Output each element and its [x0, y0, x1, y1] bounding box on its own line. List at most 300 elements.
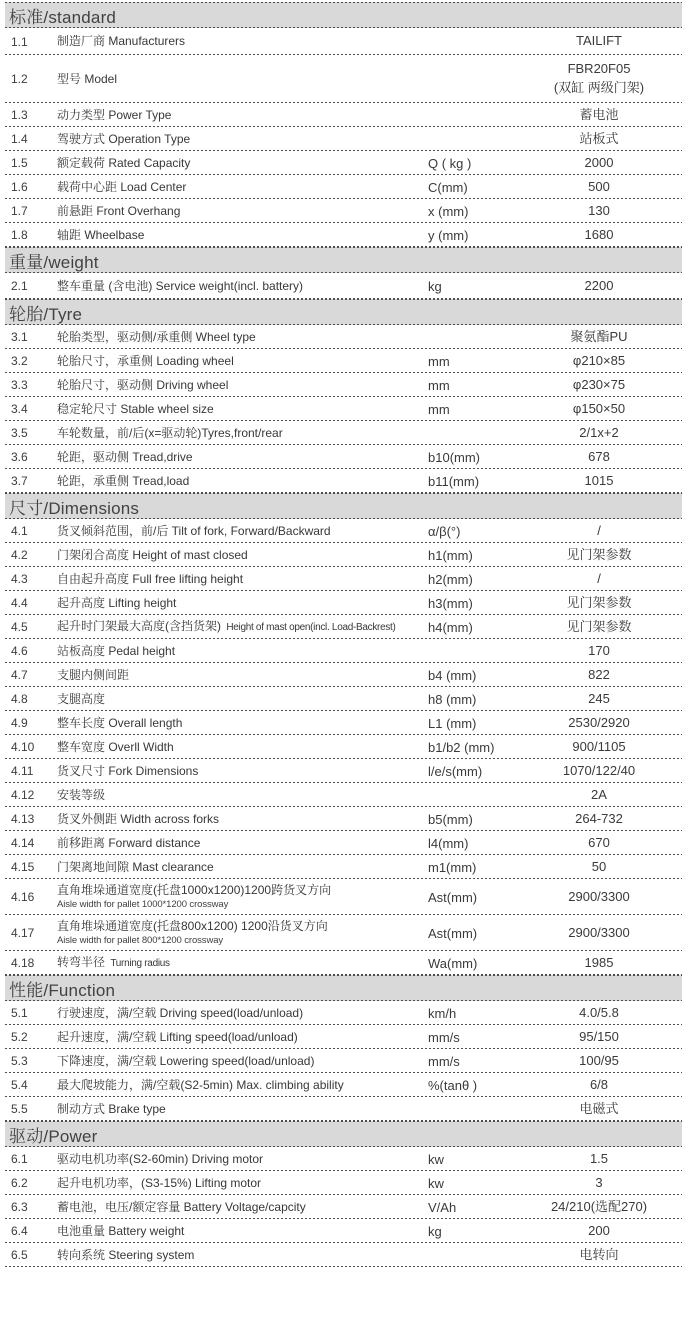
row-value-line1: 245 — [588, 690, 610, 706]
spec-section — [5, 247, 682, 299]
row-label — [57, 619, 428, 635]
section-title: 轮胎/Tyre — [9, 304, 83, 324]
row-value-line1: 1985 — [584, 954, 614, 970]
row-number: 5.4 — [11, 1078, 28, 1092]
row-label — [57, 955, 428, 971]
section-title: 重量/weight — [9, 252, 99, 272]
row-label-line — [57, 619, 428, 635]
row-number: 4.16 — [11, 890, 35, 904]
row-label-text: 站板高度 Pedal height — [57, 643, 176, 658]
row-unit: l4(mm) — [428, 835, 469, 851]
row-label-line — [57, 1006, 428, 1021]
spec-row — [5, 759, 682, 783]
row-label-text: 货叉倾斜范围，前/后 Tilt of fork, Forward/Backward — [57, 523, 331, 538]
row-value — [516, 738, 682, 757]
row-unit: V/Ah — [428, 1199, 457, 1215]
row-value-line1: 2900/3300 — [568, 924, 630, 940]
row-value — [516, 130, 682, 149]
row-number: 3.3 — [11, 378, 28, 392]
row-label-line — [57, 228, 428, 243]
row-unit: h3(mm) — [428, 595, 473, 611]
row-label-text: 轮距，驱动侧 Tread,drive — [57, 449, 193, 464]
row-number: 1.7 — [11, 204, 28, 218]
row-label-text: 安装等级 — [57, 787, 106, 802]
spec-row — [5, 397, 682, 421]
row-unit: b11(mm) — [428, 473, 480, 489]
row-value — [516, 1222, 682, 1241]
row-label-line — [57, 426, 428, 441]
row-label-text: 蓄电池，电压/额定容量 Battery Voltage/capcity — [57, 1199, 306, 1214]
row-label — [57, 692, 428, 707]
row-value-line1: φ150×50 — [572, 400, 626, 416]
row-label-text: 货叉尺寸 Fork Dimensions — [57, 763, 199, 778]
row-label — [57, 1006, 428, 1021]
row-value — [516, 690, 682, 709]
row-number: 4.17 — [11, 926, 35, 940]
row-unit: kg — [428, 278, 442, 294]
row-unit: %(tanθ ) — [428, 1077, 478, 1093]
row-unit: Wa(mm) — [428, 955, 478, 971]
row-label — [57, 228, 428, 243]
row-label-line — [57, 740, 428, 755]
row-label-text: 轴距 Wheelbase — [57, 227, 145, 242]
spec-row — [5, 591, 682, 615]
row-unit: b1/b2 (mm) — [428, 739, 495, 755]
section-header — [5, 299, 682, 325]
row-unit: y (mm) — [428, 227, 469, 243]
row-label-line — [57, 156, 428, 171]
row-label — [57, 1176, 428, 1191]
row-label — [57, 836, 428, 851]
spec-row — [5, 55, 682, 103]
row-number: 6.5 — [11, 1248, 28, 1262]
row-label-text: 起升高度 Lifting height — [57, 595, 177, 610]
row-value — [516, 810, 682, 829]
row-label — [57, 156, 428, 171]
row-label — [57, 132, 428, 147]
row-value-line1: 2200 — [584, 277, 614, 293]
row-value — [516, 1100, 682, 1119]
row-value-line1: 95/150 — [579, 1028, 619, 1044]
row-value — [516, 570, 682, 589]
row-unit: kw — [428, 1151, 444, 1167]
spec-row — [5, 831, 682, 855]
row-value-line1: TAILIFT — [576, 33, 622, 49]
row-value-line1: 1015 — [584, 472, 614, 488]
row-label-line — [57, 1200, 428, 1215]
row-value — [516, 60, 682, 98]
row-number: 3.5 — [11, 426, 28, 440]
row-value-line1: 蓄电池 — [579, 106, 619, 122]
row-value-line1: 24/210(选配270) — [550, 1198, 648, 1214]
row-number: 4.4 — [11, 596, 28, 610]
row-label-line — [57, 1054, 428, 1069]
row-value-line1: 4.0/5.8 — [579, 1004, 619, 1020]
row-label-line — [57, 132, 428, 147]
spec-section — [5, 299, 682, 493]
row-label — [57, 596, 428, 611]
row-value-line1: 100/95 — [579, 1052, 619, 1068]
spec-section — [5, 2, 682, 247]
row-label-line — [57, 572, 428, 587]
row-value — [516, 1028, 682, 1047]
section-rows — [5, 519, 682, 975]
row-label — [57, 180, 428, 195]
row-label-text: 支腿内侧间距 — [57, 667, 130, 682]
row-value — [516, 1052, 682, 1071]
row-label — [57, 450, 428, 465]
section-header — [5, 2, 682, 28]
row-value-line2: (双缸 两级门架) — [553, 80, 645, 95]
row-label — [57, 572, 428, 587]
row-label — [57, 474, 428, 489]
row-label-text: 直角堆垛通道宽度(托盘800x1200) 1200沿货叉方向 — [57, 919, 328, 934]
row-label-text: 前悬距 Front Overhang — [57, 203, 181, 218]
row-value — [516, 352, 682, 371]
row-number: 1.4 — [11, 132, 28, 146]
row-value — [516, 666, 682, 685]
spec-row — [5, 349, 682, 373]
spec-row — [5, 1243, 682, 1267]
row-value-line1: 3 — [595, 1174, 603, 1190]
spec-row — [5, 421, 682, 445]
row-value — [516, 762, 682, 781]
row-label-line — [57, 402, 428, 417]
row-value — [516, 202, 682, 221]
row-label-text: 行驶速度，满/空载 Driving speed(load/unload) — [57, 1005, 304, 1020]
row-label-text: 起升电机功率，(S3-15%) Lifting motor — [57, 1175, 262, 1190]
row-value — [516, 924, 682, 943]
row-unit: C(mm) — [428, 179, 468, 195]
row-label-text: 轮距，承重侧 Tread,load — [57, 473, 190, 488]
row-label-line — [57, 450, 428, 465]
row-value — [516, 714, 682, 733]
row-number: 1.5 — [11, 156, 28, 170]
spec-row — [5, 223, 682, 247]
row-value — [516, 424, 682, 443]
spec-row — [5, 711, 682, 735]
row-label-text: 驾驶方式 Operation Type — [57, 131, 191, 146]
section-title: 标准/standard — [9, 7, 117, 27]
spec-row — [5, 1025, 682, 1049]
row-label-line — [57, 108, 428, 123]
row-label — [57, 668, 428, 683]
row-value-line1: / — [597, 570, 601, 586]
row-value-line1: 见门架参数 — [566, 594, 632, 610]
row-value — [516, 154, 682, 173]
row-unit: mm — [428, 353, 450, 369]
spec-row — [5, 175, 682, 199]
row-label-line — [57, 692, 428, 707]
row-unit: Ast(mm) — [428, 925, 478, 941]
row-label-text: 车轮数量，前/后(x=驱动轮)Tyres,front/rear — [57, 425, 283, 440]
row-label-text: 稳定轮尺寸 Stable wheel size — [57, 401, 214, 416]
row-number: 1.8 — [11, 228, 28, 242]
row-number: 3.1 — [11, 330, 28, 344]
row-number: 3.7 — [11, 474, 28, 488]
row-value-line1: 264-732 — [575, 810, 623, 826]
section-header — [5, 493, 682, 519]
row-label-line — [57, 716, 428, 731]
row-number: 4.11 — [11, 764, 34, 778]
row-label-line — [57, 548, 428, 563]
row-number: 6.2 — [11, 1176, 28, 1190]
row-label — [57, 644, 428, 659]
row-label-text: 下降速度，满/空载 Lowering speed(load/unload) — [57, 1053, 315, 1068]
row-value-line1: 2A — [591, 786, 607, 802]
section-rows — [5, 273, 682, 299]
row-value — [516, 226, 682, 245]
row-label — [57, 1030, 428, 1045]
row-number: 4.12 — [11, 788, 35, 802]
row-number: 4.9 — [11, 716, 28, 730]
spec-row — [5, 1001, 682, 1025]
row-label-text: 门架闭合高度 Height of mast closed — [57, 547, 248, 562]
row-label — [57, 204, 428, 219]
row-number: 5.3 — [11, 1054, 28, 1068]
spec-row — [5, 543, 682, 567]
row-label-text: 整车宽度 Overll Width — [57, 739, 174, 754]
row-label-line — [57, 1030, 428, 1045]
row-value — [516, 786, 682, 805]
spec-row — [5, 567, 682, 591]
row-unit: mm — [428, 377, 450, 393]
spec-row — [5, 1097, 682, 1121]
row-number: 4.7 — [11, 668, 28, 682]
row-label-text: 门架离地间隙 Mast clearance — [57, 859, 214, 874]
row-value-line1: 2900/3300 — [568, 888, 630, 904]
row-label — [57, 72, 428, 87]
row-number: 3.2 — [11, 354, 28, 368]
row-label-line — [57, 836, 428, 851]
row-unit: kg — [428, 1223, 442, 1239]
row-label-line — [57, 72, 428, 87]
row-label-text: 货叉外侧距 Width across forks — [57, 811, 220, 826]
row-number: 4.18 — [11, 956, 35, 970]
row-value-line1: 200 — [588, 1222, 610, 1238]
row-number: 1.1 — [11, 34, 28, 49]
row-unit: Ast(mm) — [428, 889, 478, 905]
spec-row — [5, 199, 682, 223]
row-label-line — [57, 764, 428, 779]
row-value-line1: 见门架参数 — [566, 546, 632, 562]
row-label-line — [57, 955, 428, 971]
row-value-line1: / — [597, 522, 601, 538]
spec-row — [5, 445, 682, 469]
row-number: 6.1 — [11, 1152, 28, 1166]
row-label-line — [57, 1152, 428, 1167]
row-label-text: 额定载荷 Rated Capacity — [57, 155, 191, 170]
row-unit: kw — [428, 1175, 444, 1191]
row-unit: mm — [428, 401, 450, 417]
row-label — [57, 764, 428, 779]
row-label — [57, 860, 428, 875]
row-label — [57, 812, 428, 827]
row-value-line1: 电磁式 — [579, 1100, 619, 1116]
row-number: 3.4 — [11, 402, 28, 416]
row-number: 5.2 — [11, 1030, 28, 1044]
row-label — [57, 108, 428, 123]
row-label-text: 转向系统 Steering system — [57, 1247, 195, 1262]
row-label-line — [57, 180, 428, 195]
row-label — [57, 1248, 428, 1263]
row-label — [57, 378, 428, 393]
row-value — [516, 642, 682, 661]
row-label-subtext: Aisle width for pallet 800*1200 crossway — [57, 935, 224, 947]
row-label-text: 整车重量 (含电池) Service weight(incl. battery) — [57, 278, 304, 293]
spec-row — [5, 103, 682, 127]
row-value — [516, 888, 682, 907]
row-unit: h4(mm) — [428, 619, 473, 635]
row-label-line — [57, 812, 428, 827]
row-value-line1: 2000 — [584, 154, 614, 170]
row-unit: m1(mm) — [428, 859, 477, 875]
row-number: 4.5 — [11, 620, 28, 634]
row-label-text: 轮胎尺寸，承重侧 Loading wheel — [57, 353, 234, 368]
row-value-line1: 50 — [591, 858, 607, 874]
spec-row — [5, 639, 682, 663]
row-label-text: 前移距离 Forward distance — [57, 835, 201, 850]
row-value — [516, 400, 682, 419]
row-label-line — [57, 354, 428, 369]
row-label-text: 自由起升高度 Full free lifting height — [57, 571, 244, 586]
row-label-line — [57, 1078, 428, 1093]
spec-row — [5, 879, 682, 915]
spec-row — [5, 687, 682, 711]
row-label-text: 支腿高度 — [57, 691, 106, 706]
row-unit: mm/s — [428, 1029, 460, 1045]
row-label-line — [57, 860, 428, 875]
row-value — [516, 1246, 682, 1265]
row-value-line1: φ230×75 — [572, 376, 626, 392]
spec-table — [5, 2, 682, 1267]
spec-row — [5, 151, 682, 175]
row-number: 2.1 — [11, 279, 28, 293]
row-label-text: 转弯半径 — [57, 955, 106, 970]
section-title: 驱动/Power — [9, 1126, 98, 1146]
row-label-text: 型号 Model — [57, 71, 118, 86]
row-label — [57, 330, 428, 345]
section-rows — [5, 28, 682, 247]
row-value — [516, 546, 682, 565]
spec-section — [5, 975, 682, 1121]
row-value-line1: 170 — [588, 642, 610, 658]
row-value — [516, 178, 682, 197]
row-label — [57, 354, 428, 369]
row-number: 1.2 — [11, 72, 28, 86]
spec-row — [5, 855, 682, 879]
row-label-text: 起升时门架最大高度(含挡货架) — [57, 619, 221, 634]
row-number: 1.6 — [11, 180, 28, 194]
row-value — [516, 1198, 682, 1217]
row-label — [57, 1102, 428, 1117]
section-header — [5, 1121, 682, 1147]
row-value-line1: 822 — [588, 666, 610, 682]
row-label-text: 电池重量 Battery weight — [57, 1223, 185, 1238]
row-label-text: 轮胎尺寸，驱动侧 Driving wheel — [57, 377, 229, 392]
spec-row — [5, 1219, 682, 1243]
row-label-line — [57, 596, 428, 611]
row-label-line — [57, 524, 428, 539]
row-label-text: 载荷中心距 Load Center — [57, 179, 187, 194]
row-number: 4.13 — [11, 812, 35, 826]
spec-row — [5, 325, 682, 349]
row-unit: x (mm) — [428, 203, 469, 219]
row-unit: b10(mm) — [428, 449, 481, 465]
row-number: 4.8 — [11, 692, 28, 706]
row-value-line1: 1680 — [584, 226, 614, 242]
row-label-text: 整车长度 Overall length — [57, 715, 183, 730]
row-label-text: 直角堆垛通道宽度(托盘1000x1200)1200跨货叉方向 — [57, 883, 332, 898]
row-value-line1: 1070/122/40 — [562, 762, 636, 778]
section-header — [5, 247, 682, 273]
spec-row — [5, 783, 682, 807]
row-label-text: 起升速度，满/空载 Lifting speed(load/unload) — [57, 1029, 298, 1044]
row-label-text: 最大爬坡能力，满/空载(S2-5min) Max. climbing ability — [57, 1077, 344, 1092]
row-unit: Q ( kg ) — [428, 155, 472, 171]
row-number: 4.2 — [11, 548, 28, 562]
row-value — [516, 472, 682, 491]
row-label-text: 驱动电机功率(S2-60min) Driving motor — [57, 1151, 264, 1166]
section-title: 尺寸/Dimensions — [9, 498, 140, 518]
spec-row — [5, 469, 682, 493]
spec-row — [5, 1073, 682, 1097]
row-number: 6.4 — [11, 1224, 28, 1238]
row-value — [516, 858, 682, 877]
row-label — [57, 1152, 428, 1167]
spec-section — [5, 493, 682, 975]
row-label-line — [57, 1248, 428, 1263]
row-value-line1: 1.5 — [589, 1150, 609, 1166]
row-label-line — [57, 1224, 428, 1239]
row-label-text: 动力类型 Power Type — [57, 107, 172, 122]
row-value-line1: 500 — [588, 178, 610, 194]
row-value-line1: 6/8 — [589, 1076, 609, 1092]
row-label-line — [57, 644, 428, 659]
row-number: 4.1 — [11, 524, 28, 538]
row-label-english-condensed: Height of mast open(incl. Load-Backrest) — [226, 622, 396, 634]
spec-row — [5, 915, 682, 951]
row-value — [516, 106, 682, 125]
row-unit: mm/s — [428, 1053, 460, 1069]
row-label — [57, 524, 428, 539]
row-label-line — [57, 378, 428, 393]
row-label-line — [57, 668, 428, 683]
spec-row — [5, 28, 682, 55]
row-number: 4.10 — [11, 740, 35, 754]
spec-row — [5, 951, 682, 975]
spec-row — [5, 663, 682, 687]
row-value — [516, 834, 682, 853]
row-value — [516, 954, 682, 973]
row-label — [57, 919, 428, 947]
row-label-line — [57, 204, 428, 219]
row-value-line1: 电转向 — [579, 1246, 619, 1262]
row-number: 3.6 — [11, 450, 28, 464]
row-value — [516, 376, 682, 395]
row-value-line1: FBR20F05 — [567, 61, 631, 77]
spec-row — [5, 735, 682, 759]
row-label — [57, 402, 428, 417]
row-value-line1: φ210×85 — [572, 352, 626, 368]
section-rows — [5, 1001, 682, 1121]
section-rows — [5, 1147, 682, 1267]
row-label-english-condensed: Turning radius — [110, 958, 170, 970]
row-label-line — [57, 1102, 428, 1117]
row-unit: b4 (mm) — [428, 667, 477, 683]
row-value-line1: 站板式 — [579, 130, 619, 146]
row-value-line1: 670 — [588, 834, 610, 850]
